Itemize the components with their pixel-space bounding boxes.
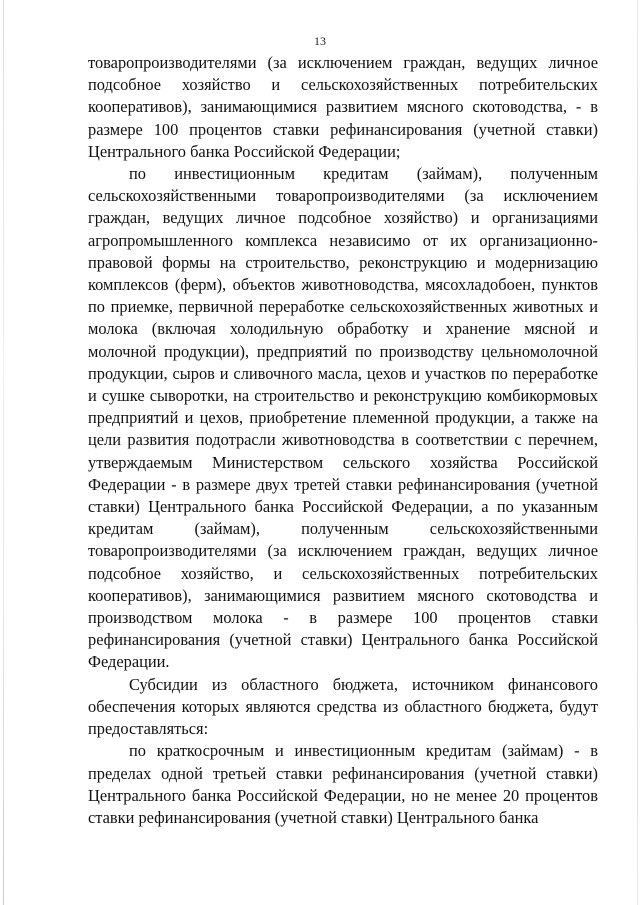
page-number: 13 [314, 34, 326, 48]
paragraph-2: по инвестиционным кредитам (займам), полученным сельскохозяйственными товаропроизводителями (за исключением граждан, ведущих личное подсобное хозяйство) и организациями агропромышленного комплекса независимо от их организационно-правовой формы на строительство, реконструкцию и модернизацию комплексов (ферм), объектов животноводства, мясохладобоен, пунктов по приемке, первичной переработке сельскохозяйственных животных и молока (включая холодильную обработку и хранение мясной и молочной продукции), предприятий по производству цельномолочной продукции, сыров и сливочного масла, цехов и участков по переработке и сушке сыворотки, на строительство и реконструкцию комбикормовых предприятий и цехов, приобретение племенной продукции, а также на цели развития подотрасли животноводства в соответствии с перечнем, утверждаемым Министерством сельского хозяйства Российской Федерации - в размере двух третей ставки рефинансирования (учетной ставки) Центрального банка Российской Федерации, а по указанным кредитам (займам), полученным сельскохозяйственными товаропроизводителями (за исключением граждан, ведущих личное подсобное хозяйство, и сельскохозяйственных потребительских кооперативов), занимающимися развитием мясного скотоводства и производством молока - в размере 100 процентов ставки рефинансирования (учетной ставки) Центрального банка Российской Федерации. [88, 164, 598, 672]
document-body [88, 52, 598, 829]
scan-edge-left [3, 0, 4, 905]
paragraph-3: Субсидии из областного бюджета, источником финансового обеспечения которых являются средства из областного бюджета, будут предоставляться: [88, 674, 598, 739]
paragraph-4: по краткосрочным и инвестиционным кредитам (займам) - в пределах одной третьей ставки рефинансирования (учетной ставки) Центрального банка Российской Федерации, но не менее 20 процентов ставки рефинансирования (учетной ставки) Центрального банка [88, 741, 598, 827]
paragraph-1: товаропроизводителями (за исключением граждан, ведущих личное подсобное хозяйство и сельскохозяйственных потребительских кооперативов), занимающимися развитием мясного скотоводства, - в размере 100 процентов ставки рефинансирования (учетной ставки) Центрального банка Российской Федерации; [88, 53, 598, 161]
scan-edge-right [637, 0, 638, 905]
